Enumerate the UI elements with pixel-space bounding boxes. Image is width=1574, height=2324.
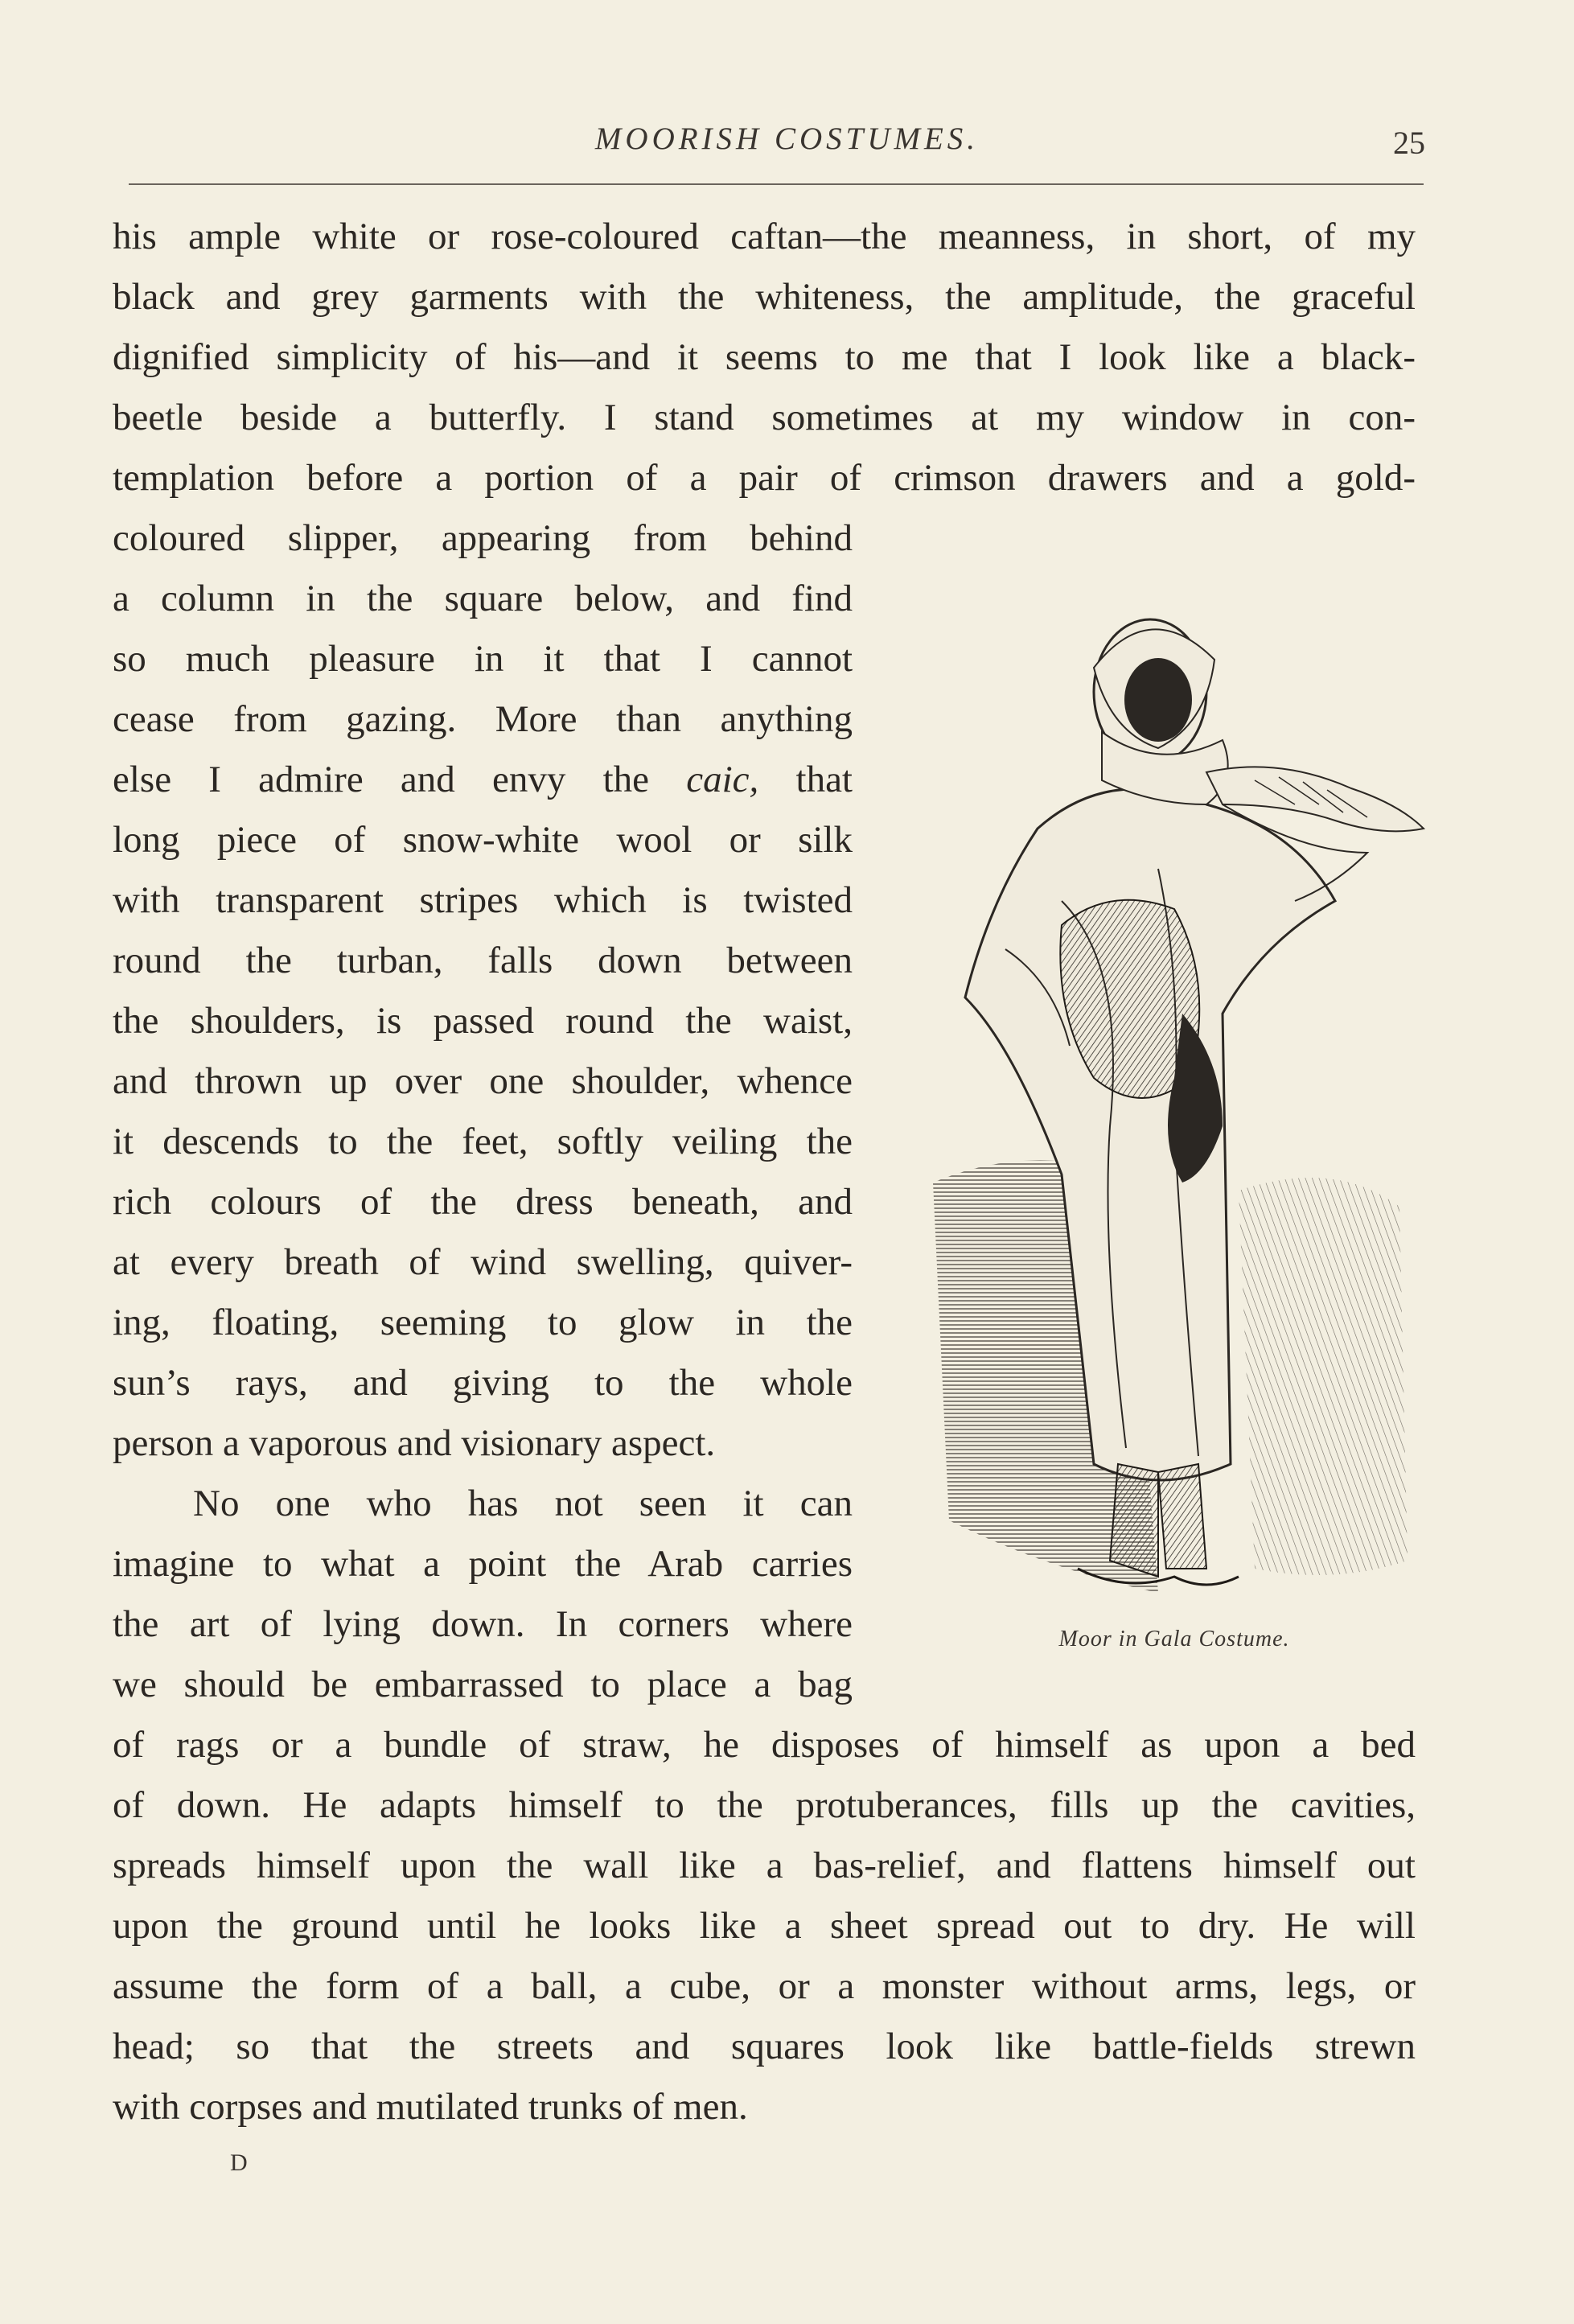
italic-word-caic: caic,	[686, 759, 759, 800]
text-line: black and grey garments with the whiteness, the amplitude, the graceful	[113, 276, 1416, 318]
text-line: of down. He adapts himself to the protuberances, fills up the cavities,	[113, 1784, 1416, 1826]
text-line: templation before a portion of a pair of crimson drawers and a gold-	[113, 457, 1416, 499]
header-rule	[129, 183, 1424, 185]
engraving-svg	[917, 563, 1432, 1633]
text-line: coloured slipper, appearing from behind	[113, 517, 853, 559]
text-line: of rags or a bundle of straw, he disposes of himself as upon a bed	[113, 1724, 1416, 1766]
text-line: person a vaporous and visionary aspect.	[113, 1422, 716, 1464]
text-line: assume the form of a ball, a cube, or a monster without arms, legs, or	[113, 1965, 1416, 2007]
text-line-caic	[113, 755, 853, 804]
figure-caption: Moor in Gala Costume.	[1058, 1627, 1290, 1651]
text-line: beetle beside a butterfly. I stand sometimes at my window in con-	[113, 397, 1416, 438]
text-line: with transparent stripes which is twisted	[113, 879, 853, 921]
text-line: we should be embarrassed to place a bag	[113, 1664, 853, 1705]
page-number: 25	[1393, 125, 1425, 161]
text-line: upon the ground until he looks like a sheet spread out to dry. He will	[113, 1905, 1416, 1947]
text-line: dignified simplicity of his—and it seems to me that I look like a black-	[113, 336, 1416, 378]
engraving-moor-figure	[917, 563, 1432, 1633]
text-line: and thrown up over one shoulder, whence	[113, 1060, 853, 1102]
text-line: with corpses and mutilated trunks of men.	[113, 2086, 748, 2128]
text-line: No one who has not seen it can	[193, 1483, 853, 1524]
text-segment: that	[795, 759, 853, 800]
signature-mark: D	[230, 2149, 248, 2176]
text-line: sun’s rays, and giving to the whole	[113, 1362, 853, 1404]
text-line: the art of lying down. In corners where	[113, 1603, 853, 1645]
text-line: so much pleasure in it that I cannot	[113, 638, 853, 680]
running-title: MOORISH COSTUMES.	[594, 121, 980, 156]
text-line: his ample white or rose-coloured caftan—the meanness, in short, of my	[113, 216, 1416, 257]
text-line: at every breath of wind swelling, quiver-	[113, 1241, 853, 1283]
text-line: a column in the square below, and find	[113, 578, 853, 619]
running-head	[0, 121, 1574, 169]
text-line: ing, floating, seeming to glow in the	[113, 1302, 853, 1343]
text-line: spreads himself upon the wall like a bas-relief, and flattens himself out	[113, 1845, 1416, 1886]
text-line: it descends to the feet, softly veiling the	[113, 1121, 853, 1162]
text-line: cease from gazing. More than anything	[113, 698, 853, 740]
text-line: imagine to what a point the Arab carries	[113, 1543, 853, 1585]
text-segment: else I admire and envy the	[113, 759, 650, 800]
text-line: the shoulders, is passed round the waist,	[113, 1000, 853, 1042]
text-line: rich colours of the dress beneath, and	[113, 1181, 853, 1223]
text-line: head; so that the streets and squares look like battle-fields strewn	[113, 2026, 1416, 2067]
text-line: round the turban, falls down between	[113, 940, 853, 981]
text-line: long piece of snow-white wool or silk	[113, 819, 853, 861]
